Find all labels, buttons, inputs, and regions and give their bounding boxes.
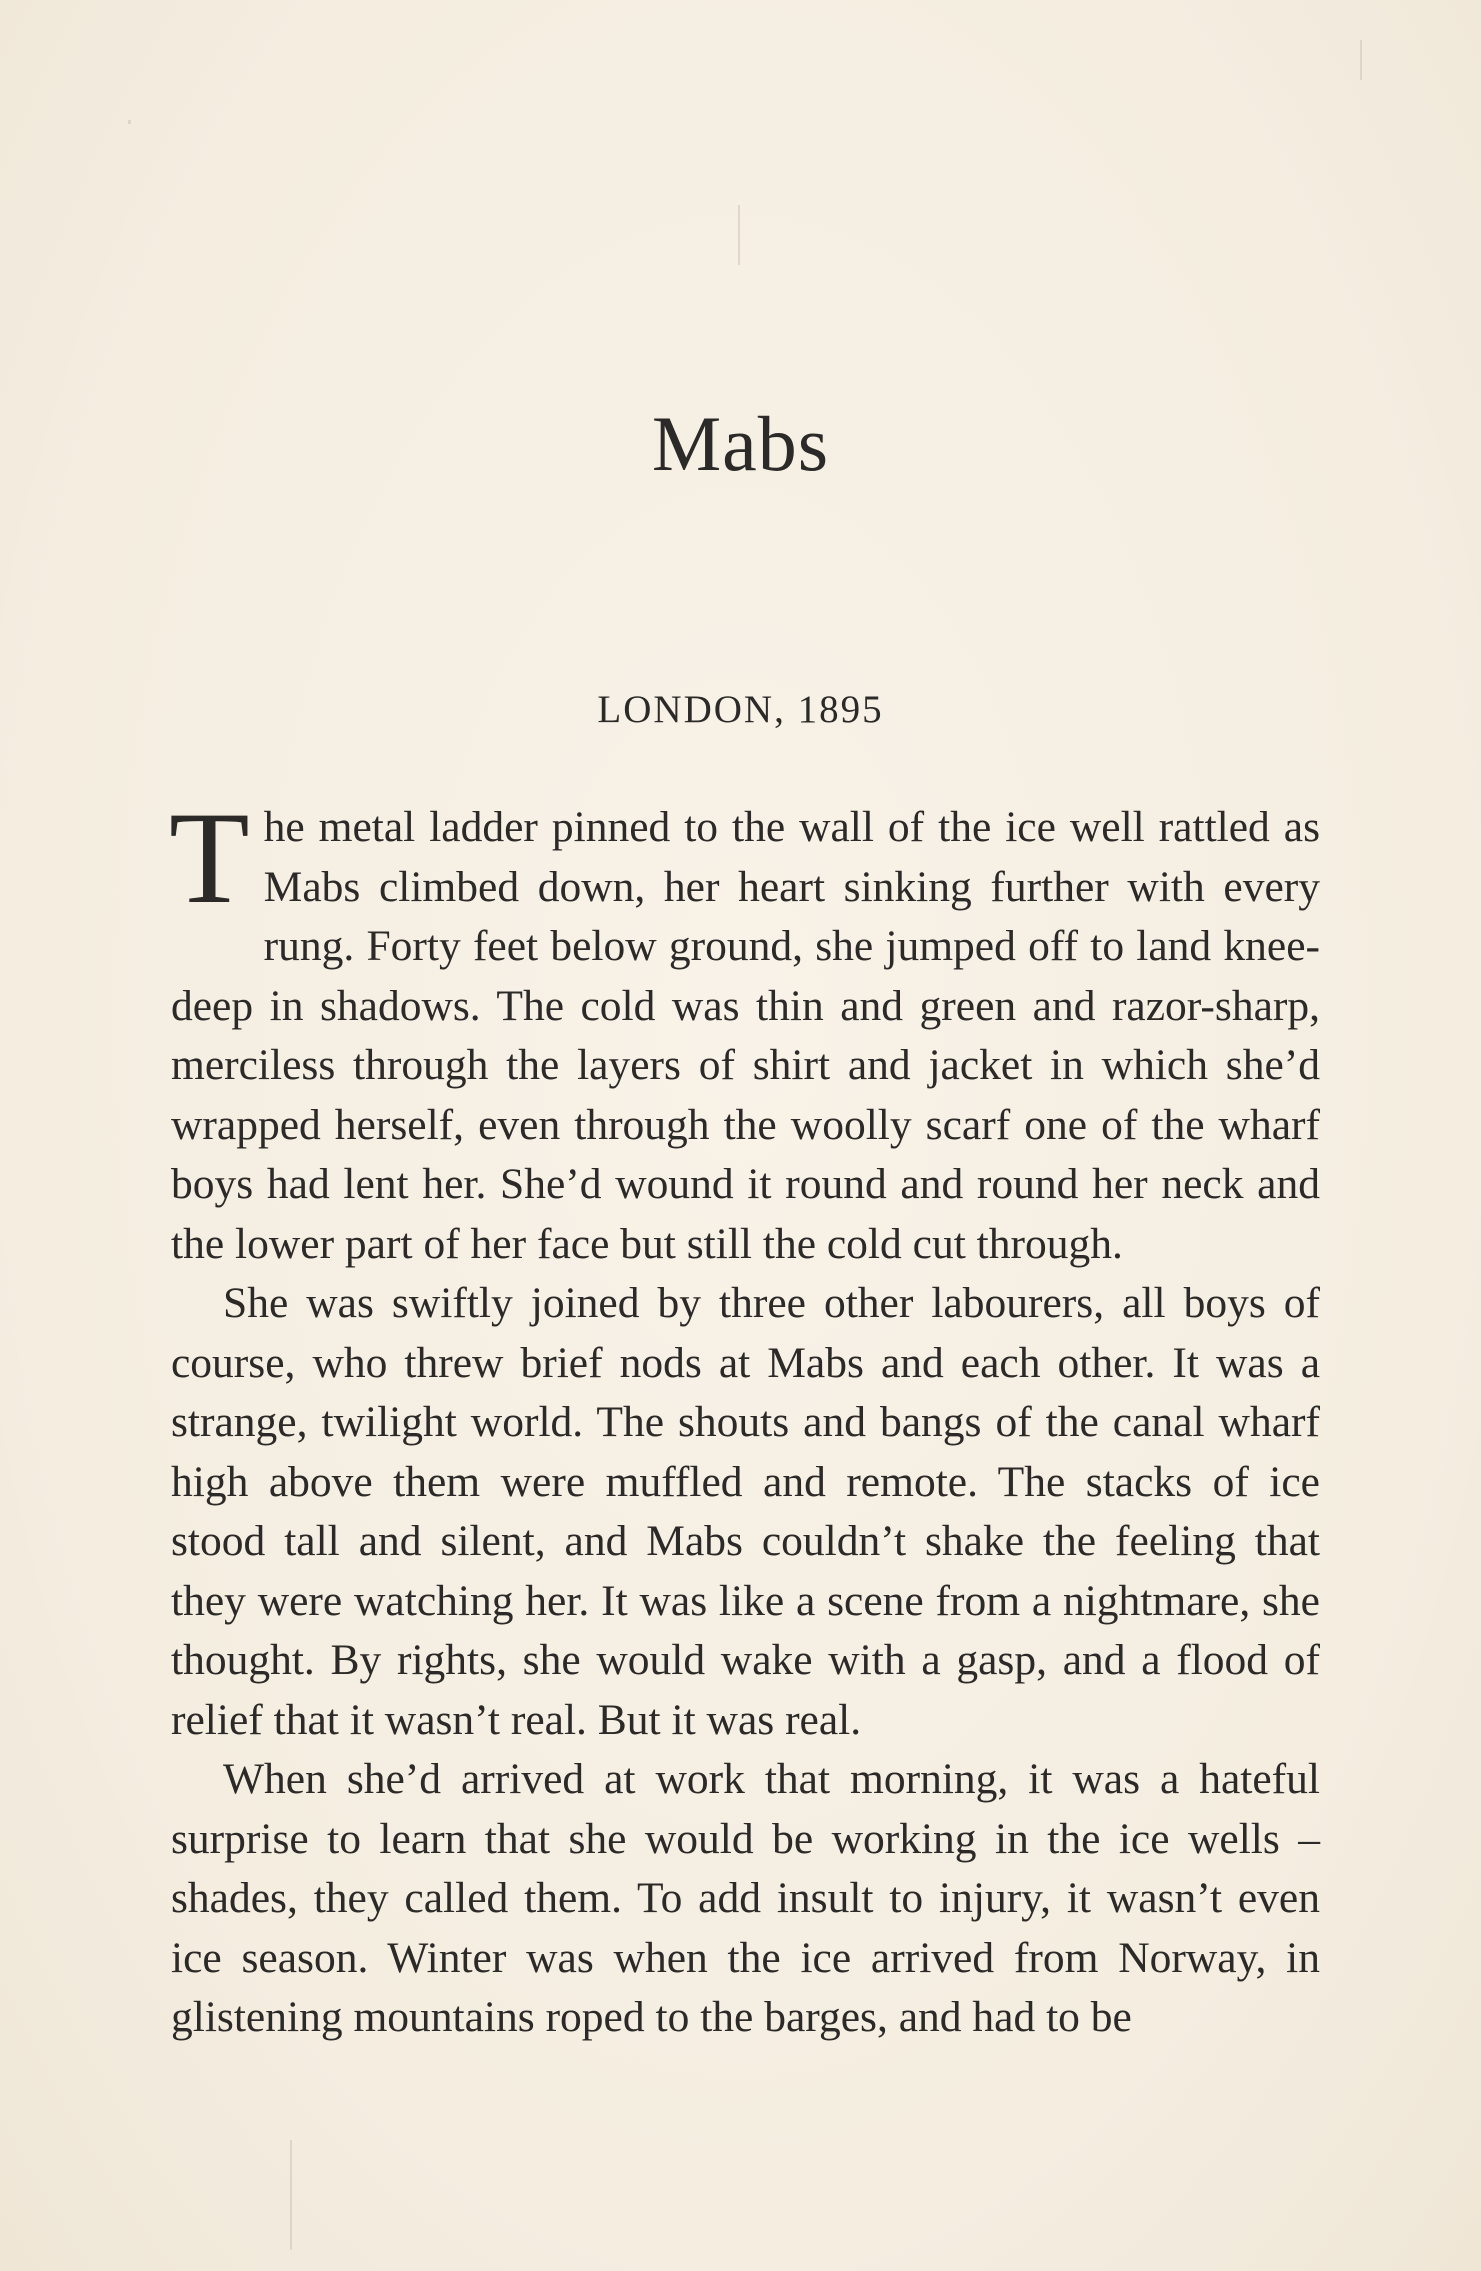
paper-speck [1360,40,1362,80]
paper-speck [128,120,131,124]
chapter-title: Mabs [651,400,830,487]
paper-speck [738,205,740,265]
chapter-subheading: LONDON, 1895 [597,688,884,731]
drop-cap: T [169,784,250,931]
chapter-body [169,784,1320,2048]
paragraph-3: When she’d arrived at work that morning, it was a hateful surprise to learn that she would be working in the ice wells – shades, they called them. To add insult to injury, it wasn’t even ice season. Winter was when the ice arrived from Norway, in glistening mountains roped to the barges, and had to be [171,1755,1320,2041]
paragraph-2: She was swiftly joined by three other labourers, all boys of course, who threw brief nods at Mabs and each other. It was a strange, twilight world. The shouts and bangs of the canal wharf high above them were muffled and remote. The stacks of ice stood tall and silent, and Mabs couldn’t shake the feeling that they were watching her. It was like a scene from a nightmare, she thought. By rights, she would wake with a gasp, and a flood of relief that it wasn’t real. But it was real. [171,1279,1320,1744]
paragraph-1 [169,784,1320,1274]
paper-speck [290,2140,292,2250]
paragraph-1-text: he metal ladder pinned to the wall of the ice well rattled as Mabs climbed down, her heart sinking further with every rung. Forty feet below ground, she jumped off to land knee-deep in shadows. The cold was thin and green and razor-sharp, merciless through the layers of shirt and jacket in which she’d wrapped herself, even through the woolly scarf one of the wharf boys had lent her. She’d wound it round and round her neck and the lower part of her face but still the cold cut through. [171,803,1320,1268]
